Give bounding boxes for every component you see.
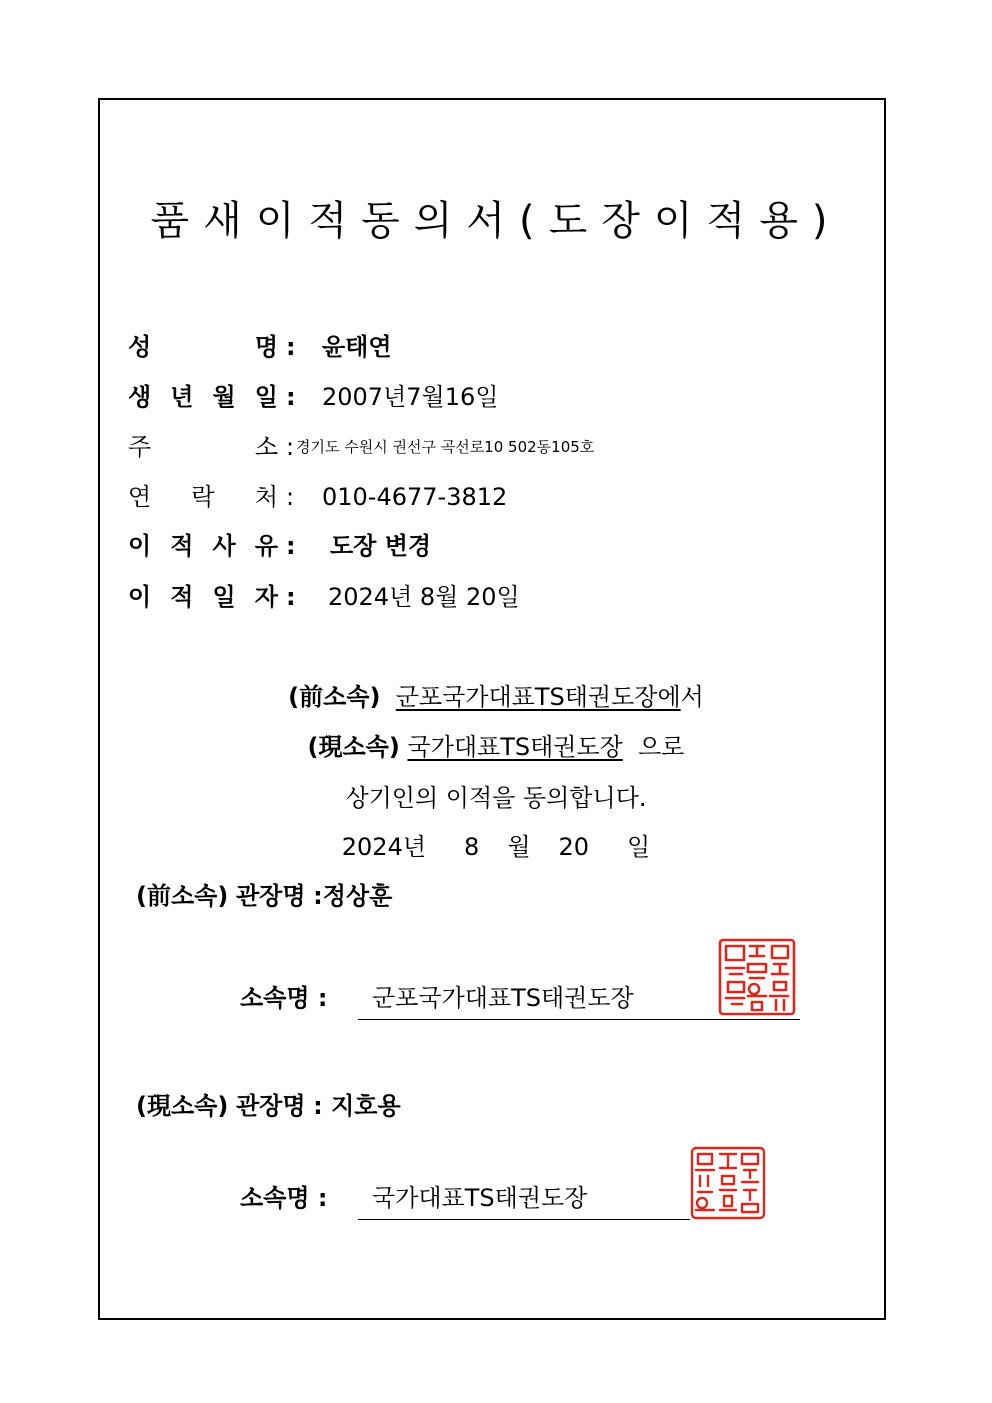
curr-signature-line (358, 1219, 690, 1220)
field-label: 이 적 일 자 (128, 583, 278, 611)
prev-sig-tag: (前소속) (136, 882, 229, 910)
field-colon: : (286, 532, 296, 560)
curr-dojang: 국가대표TS태권도장 (407, 733, 623, 761)
field-value: 경기도 수원시 권선구 곡선로10 502동105호 (296, 438, 595, 456)
field-value: 2007년7월16일 (322, 383, 499, 411)
field-colon: : (286, 433, 295, 461)
prev-affiliation-line (0, 679, 992, 715)
prev-affil-label: 소속명 : (240, 984, 328, 1012)
curr-affil-value: 국가대표TS태권도장 (372, 1184, 588, 1212)
curr-affiliation-line (0, 729, 992, 765)
field-label: 연 락 처 (128, 483, 278, 511)
field-label: 이 적 사 유 (128, 532, 278, 560)
field-colon: : (286, 333, 296, 361)
field-value: 010-4677-3812 (322, 483, 508, 511)
prev-dojang: 군포국가대표TS태권도장에 (395, 683, 681, 711)
prev-head-name: :정상훈 (313, 882, 393, 910)
field-value: 윤태연 (322, 333, 392, 361)
date-month: 8 (464, 833, 480, 861)
curr-head-name: : 지호용 (313, 1092, 401, 1120)
curr-affil-label: 소속명 : (240, 1184, 328, 1212)
date-day-unit: 일 (627, 833, 651, 861)
date-day: 20 (558, 833, 590, 861)
consent-statement: 상기인의 이적을 동의합니다. (345, 784, 647, 812)
field-value: 2024년 8월 20일 (328, 583, 520, 611)
prev-signature-line (358, 1019, 800, 1020)
curr-head-line (136, 1088, 401, 1124)
field-colon: : (286, 483, 295, 511)
prev-suffix: 서 (680, 683, 704, 711)
curr-sig-tag: (現소속) (136, 1092, 229, 1120)
field-label: 성 명 (128, 333, 278, 361)
date-month-unit: 월 (507, 833, 531, 861)
curr-seal-stamp (690, 1146, 766, 1220)
field-label: 생 년 월 일 (128, 383, 278, 411)
prev-head-line (136, 878, 392, 914)
prev-affil-value: 군포국가대표TS태권도장 (372, 984, 634, 1012)
field-value: 도장 변경 (330, 532, 432, 560)
curr-tag: (現소속) (307, 733, 400, 761)
prev-tag: (前소속) (288, 683, 381, 711)
document-title: 품새이적동의서(도장이적용) (150, 198, 842, 244)
prev-head-label: 관장명 (235, 882, 306, 910)
field-colon: : (286, 383, 296, 411)
consent-date (0, 829, 992, 865)
curr-suffix: 으로 (638, 733, 685, 761)
curr-head-label: 관장명 (235, 1092, 306, 1120)
field-colon: : (286, 583, 296, 611)
date-year: 2024년 (341, 833, 427, 861)
field-label: 주 소 (128, 433, 278, 461)
prev-seal-stamp (718, 938, 796, 1016)
